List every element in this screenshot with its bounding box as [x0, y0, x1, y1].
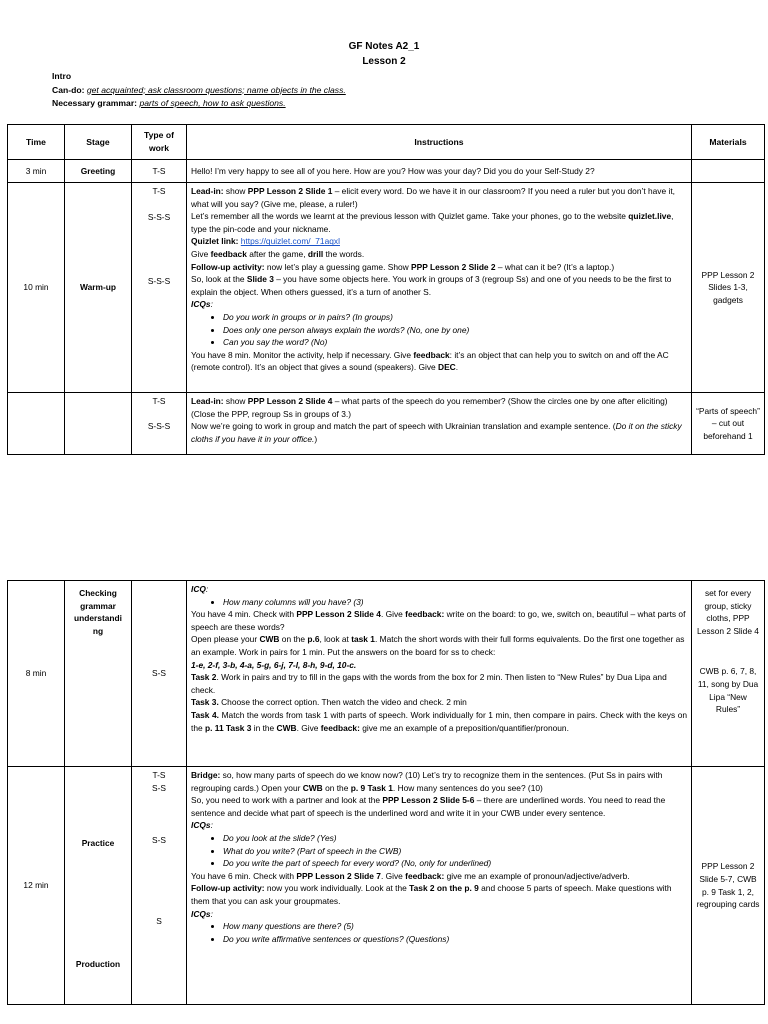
list-item: • How many columns will you have? (3) [223, 596, 687, 609]
time-cell: 10 min [8, 183, 65, 393]
icqs-label: ICQs [191, 820, 211, 831]
icq-list [191, 832, 687, 870]
icqs-label: ICQs [191, 299, 211, 310]
col-header-stage: Stage [65, 125, 132, 160]
materials-cell [692, 581, 765, 767]
col-header-materials: Materials [692, 125, 765, 160]
time-cell: 8 min [8, 581, 65, 767]
list-item: • Do you work in groups or in pairs? (In groups) [223, 311, 687, 324]
type-item: S-S [152, 782, 166, 793]
stage-production: Production [75, 958, 121, 969]
instructions-cell: ICQ: • How many columns will you have? (3) You have 4 min. Check with PPP Lesson 2 Slide 4. Give feedback: write on the board: to go, we, switch on, beautiful – what parts of speech are these words? Open please your CWB on the p.6, look at task 1. Match the short words with their full forms equivalents. Do the first one together as an example. Work in pairs for 1 min. Put the answers on the board for ss to check: 1-e, 2-f, 3-b, 4-a, 5-g, 6-j, 7-l, 8-h, 9-d, 10-c. Task 2. Work in pairs and try to fill in the gaps with the words from the box for 2 min. Then listen to “New Rules” by Dua Lipa and check. Task 3. Choose the correct option. Then watch the video and check. 2 min Task 4. Match the words from task 1 with parts of speech. Work individually for 1 min, then compare in pairs. Check with the keys on the p. 11 Task 3 in the CWB. Give feedback: give me an example of a preposition/quantifier/pronoun. [187, 581, 692, 767]
document-title: GF Notes A2_1 [348, 41, 420, 52]
list-item: • Do you look at the slide? (Yes) [223, 832, 687, 845]
type-item: T-S [152, 186, 166, 196]
list-item: • How many questions are there? (5) [223, 920, 687, 933]
icq-list [191, 311, 687, 349]
list-item: • Can you say the word? (No) [223, 336, 687, 349]
type-cell: S-S [132, 581, 187, 767]
lesson-meta [52, 70, 346, 111]
type-cell: T-S [132, 160, 187, 183]
cando-label: Can-do: [52, 84, 85, 95]
time-cell: 12 min [8, 767, 65, 1005]
instructions-cell: Lead-in: show PPP Lesson 2 Slide 4 – what parts of the speech do you remember? (Show the circles one by one after eliciting) (Close the PPP, regroup Ss in groups of 3.) Now we’re going to work in group and match the part of speech with Ukrainian translation and example sentence. (Do it on the sticky cloths if you have it in your office.) [187, 393, 692, 455]
grammar-value: parts of speech, how to ask questions. [139, 98, 286, 108]
stage-cell: Checking grammar understandi ng [65, 581, 132, 767]
table-row-leadin [8, 393, 765, 455]
col-header-type: Type of work [132, 125, 187, 160]
materials-cell: PPP Lesson 2 Slides 1-3, gadgets [692, 183, 765, 393]
icq-label: ICQ [191, 584, 206, 594]
table-header-row [8, 125, 765, 160]
intro-label: Intro [52, 71, 72, 81]
document-subtitle: Lesson 2 [362, 56, 406, 67]
icq-list [191, 920, 687, 945]
col-header-time: Time [8, 125, 65, 160]
materials-cell [692, 160, 765, 183]
icq-list [191, 596, 687, 609]
instructions-cell: Hello! I’m very happy to see all of you here. How are you? How was your day? Did you do your Self-Study 2? [187, 160, 692, 183]
col-header-instructions: Instructions [187, 125, 692, 160]
time-cell: 3 min [8, 160, 65, 183]
table-row-checking [8, 581, 765, 767]
stage-cell: Greeting [65, 160, 132, 183]
type-item: S-S-S [147, 211, 171, 222]
stage-cell [65, 767, 132, 1005]
type-item: S [156, 915, 162, 926]
time-cell [8, 393, 65, 455]
stage-cell: Warm-up [65, 183, 132, 393]
type-cell [132, 183, 187, 393]
table-row-greeting [8, 160, 765, 183]
quizlet-link[interactable]: https://quizlet.com/_71aqxl [240, 236, 340, 247]
list-item: • What do you write? (Part of speech in the CWB) [223, 845, 687, 858]
table-row-warmup [8, 183, 765, 393]
materials-item: set for every group, sticky cloths, PPP Lesson 2 Slide 4 [697, 588, 759, 636]
list-item: • Does only one person always explain the words? (No, one by one) [223, 324, 687, 337]
icqs-label: ICQs [191, 908, 211, 919]
type-item: S-S-S [147, 276, 171, 287]
list-item: • Do you write affirmative sentences or questions? (Questions) [223, 933, 687, 946]
materials-item: CWB p. 6, 7, 8, 11, song by Dua Lipa “New Rules” [697, 666, 759, 715]
lesson-plan-table-2 [7, 580, 765, 1005]
stage-cell [65, 393, 132, 455]
grammar-label: Necessary grammar: [52, 98, 138, 108]
type-item: T-S [152, 770, 166, 780]
type-item: S-S-S [147, 420, 171, 431]
instructions-cell: Lead-in: show PPP Lesson 2 Slide 1 – elicit every word. Do we have it in our classroom? If you need a ruler but you don’t have it, what will you say? (Give me, please, a ruler!) Let’s remember all the words we learnt at the previous lesson with Quizlet game. Take your phones, go to the website quizlet.live, type the pin-code and your nickname. Quizlet link: https://quizlet.com/_71aqxl Give feedback after the game, drill the words. Follow-up activity: now let’s play a guessing game. Show PPP Lesson 2 Slide 2 – what can it be? (It’s a laptop.) So, look at the Slide 3 – you have some objects here. You work in groups of 3 (regroup Ss) and one of you needs to be the first to explain the object. When others guessed, it’s a turn of another S. ICQs: • Do you work in groups or in pairs? (In groups) • Does only one person always explain the words? (No, one by one) • Can you say the word? (No) You have 8 min. Monitor the activity, help if necessary. Give feedback: it’s an object that can help you to switch on and off the AC (remote control). It’s an object that gives a sound (speakers). Give DEC. [187, 183, 692, 393]
lesson-plan-table-1 [7, 124, 765, 455]
table-row-practice [8, 767, 765, 1005]
list-item: • Do you write the part of speech for every word? (No, only for underlined) [223, 857, 687, 870]
stage-practice: Practice [81, 838, 115, 848]
materials-cell: “Parts of speech” – cut out beforehand 1 [692, 393, 765, 455]
answer-key: 1-e, 2-f, 3-b, 4-a, 5-g, 6-j, 7-l, 8-h, 9-d, 10-c. [191, 659, 357, 670]
instructions-cell: Bridge: so, how many parts of speech do we know now? (10) Let’s try to recognize them in the sentences. (Put Ss in pairs with regrouping cards.) Open your CWB on the p. 9 Task 1. How many sentences do you see? (10) So, you need to work with a partner and look at the PPP Lesson 2 Slide 5-6 – there are underlined words. You need to read the sentence and decide what part of speech is the underlined word and write it in your CWB under every sentence. ICQs: • Do you look at the slide? (Yes) • What do you write? (Part of speech in the CWB) • Do you write the part of speech for every word? (No, only for underlined) You have 6 min. Check with PPP Lesson 2 Slide 7. Give feedback: give me an example of pronoun/adjective/adverb. Follow-up activity: now you work individually. Look at the Task 2 on the p. 9 and choose 5 parts of speech. Make questions with them that you can ask your groupmates. ICQs: • How many questions are there? (5) • Do you write affirmative sentences or questions? (Questions) [187, 767, 692, 1005]
type-item: S-S [152, 835, 166, 846]
type-cell [132, 767, 187, 1005]
type-cell [132, 393, 187, 455]
cando-value: get acquainted; ask classroom questions; name objects in the class. [86, 84, 346, 95]
type-item: T-S [152, 396, 166, 406]
materials-cell: PPP Lesson 2 Slide 5-7, CWB p. 9 Task 1, 2, regrouping cards [692, 767, 765, 1005]
